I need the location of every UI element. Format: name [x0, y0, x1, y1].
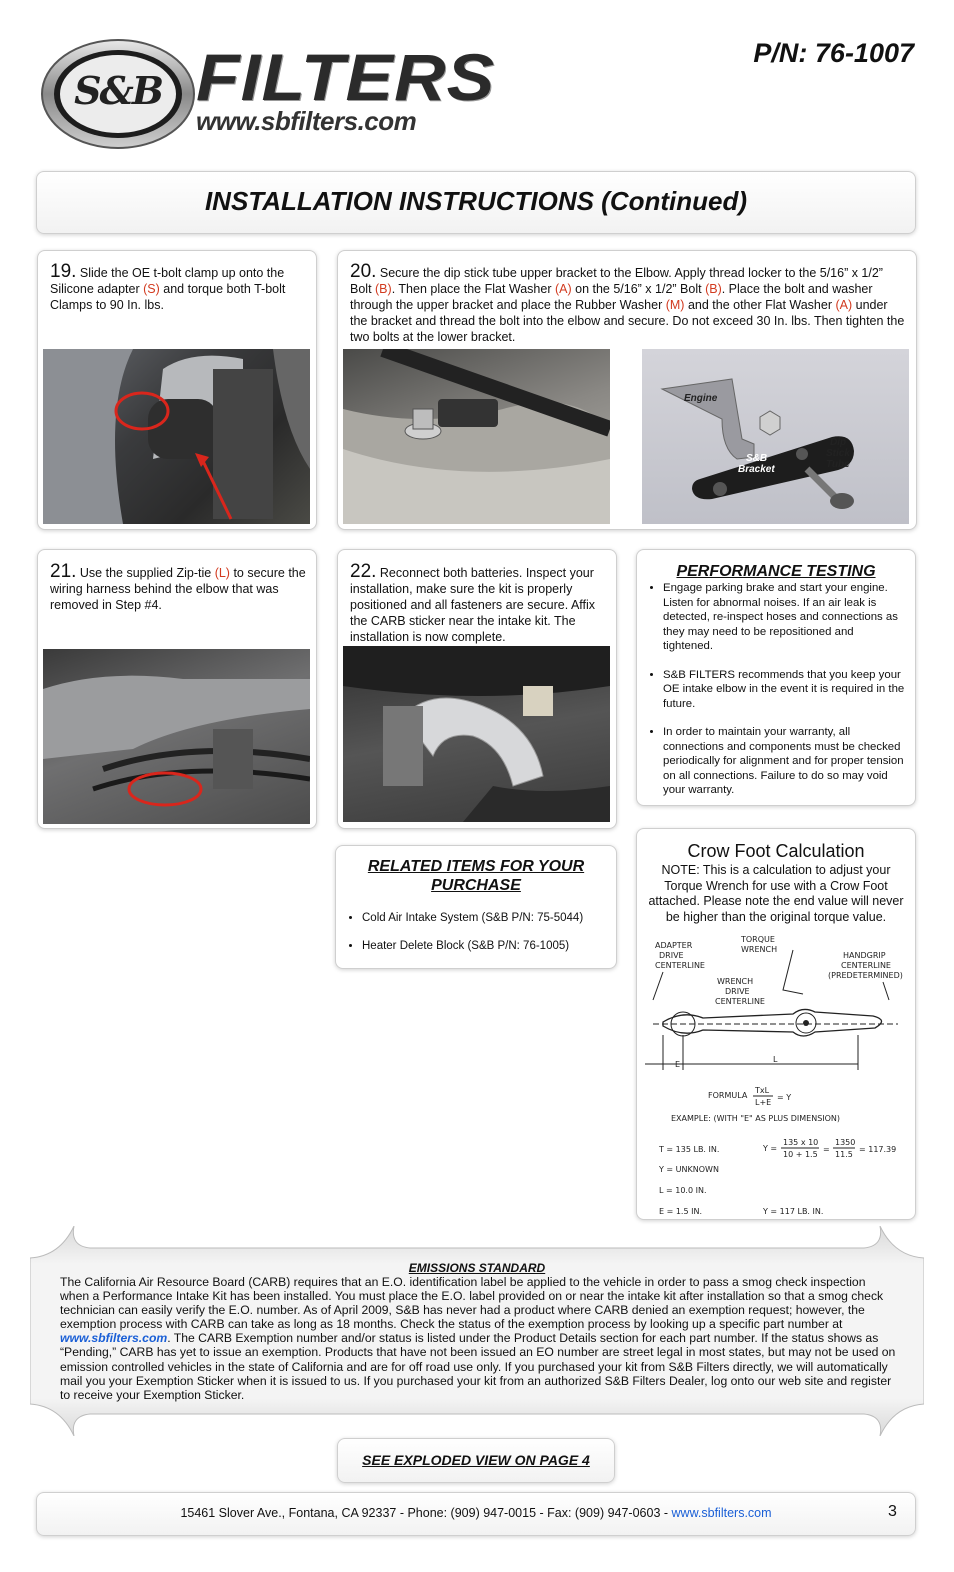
diagram-label: HANDGRIP	[843, 951, 886, 960]
part-ref-a: (A)	[835, 298, 853, 312]
step-20-text-part: . Place the bolt and washer through the upper bracket and place the Rubber Washer	[350, 282, 873, 312]
step-21-photo	[43, 649, 310, 824]
diagram-label: EXAMPLE: (WITH "E" AS PLUS DIMENSION)	[671, 1114, 841, 1123]
step-22-text	[350, 561, 608, 645]
diagram-label: WRENCH	[717, 977, 754, 986]
diagram-label: (PREDETERMINED)	[828, 971, 903, 980]
list-item: • Engage parking brake and start your engine. Listen for abnormal noises. If an air leak is detected, re-inspect hoses and connections as they may need to be repositioned and tightened.	[663, 581, 905, 654]
step-20-photo	[343, 349, 610, 524]
diagram-label: L = 10.0 IN.	[659, 1186, 707, 1195]
diagram-label: DRIVE	[659, 951, 684, 960]
step-21-text	[50, 561, 308, 613]
exploded-view-link[interactable]: SEE EXPLODED VIEW ON PAGE 4	[362, 1452, 590, 1468]
related-list	[348, 911, 608, 967]
diagram-label: TORQUE	[741, 935, 775, 944]
engine-photo-graphic	[43, 349, 310, 524]
diagram-label: Y = 117 LB. IN.	[763, 1207, 824, 1215]
complete-photo-graphic	[343, 646, 610, 822]
diagram-label: L	[773, 1055, 778, 1064]
step-20-text-part: Secure the dip stick tube upper bracket to the Elbow. Apply thread locker to the 5/16” x 1/2” Bolt	[350, 266, 883, 296]
page-title: INSTALLATION INSTRUCTIONS (Continued)	[204, 186, 748, 216]
diagram-label-dipstick: Stick	[826, 448, 850, 459]
diagram-label: TxL	[755, 1086, 770, 1095]
step-19-photo	[43, 349, 310, 524]
diagram-label-engine: Engine	[684, 393, 718, 404]
emissions-text: The California Air Resource Board (CARB) requires that an E.O. identification label be applied to the vehicle in order to pass a smog check inspection when a Performance Intake Kit has been installed. You must place the E.O. label provided on or near the intake kit after installation so that a smog check technician can easily verify the E.O. number. As of April 2009, S&B has never had a product where CARB denied an exemption request; however, the exemption process with CARB can take as long as 18 months. Check the status of the exemption process by looking up a specific part number at	[60, 1275, 884, 1332]
step-number: 22.	[350, 561, 377, 582]
part-ref-b: (B)	[705, 282, 722, 296]
diagram-label: 11.5	[835, 1150, 853, 1159]
diagram-label-dipstick: Tube	[826, 459, 850, 470]
step-number: 19.	[50, 261, 77, 282]
step-20-text-part: and the other Flat Washer	[684, 298, 836, 312]
diagram-label: FORMULA	[708, 1091, 748, 1100]
bracket-photo-graphic	[343, 349, 610, 524]
related-title	[335, 857, 617, 895]
diagram-label: = 117.39	[859, 1145, 897, 1154]
step-20-diagram	[642, 349, 909, 524]
diagram-label: 1350	[835, 1138, 856, 1147]
step-21-text-part: to secure the wiring harness behind the elbow that was removed in Step #4.	[50, 566, 306, 612]
diagram-label: E = 1.5 IN.	[659, 1207, 702, 1215]
step-number: 20.	[350, 261, 377, 282]
diagram-label: =	[823, 1145, 830, 1154]
part-ref-b: (B)	[375, 282, 392, 296]
emissions-body	[60, 1275, 896, 1402]
step-21-text-part: Use the supplied Zip-tie	[76, 566, 215, 580]
diagram-label: Y = UNKNOWN	[659, 1165, 719, 1174]
diagram-label: WRENCH	[741, 945, 778, 954]
page-number: 3	[888, 1503, 897, 1520]
crowfoot-diagram-graphic	[643, 930, 911, 1215]
part-number: P/N: 76-1007	[753, 38, 914, 68]
step-22-text-part: Reconnect both batteries. Inspect your installation, make sure the kit is properly positioned and all fasteners are secure. Affix the CARB sticker near the intake kit. The installation is now complete.	[350, 566, 596, 644]
website-link[interactable]: www.sbfilters.com	[60, 1331, 168, 1346]
related-title-line: RELATED ITEMS FOR YOUR	[367, 858, 585, 875]
diagram-label: DRIVE	[725, 987, 750, 996]
diagram-label-bracket: Bracket	[738, 464, 775, 475]
harness-photo-graphic	[43, 649, 310, 824]
crowfoot-title: Crow Foot Calculation	[687, 841, 865, 861]
crowfoot-note: NOTE: This is a calculation to adjust your Torque Wrench for use with a Crow Foot attached. Please note the end value will never be higher than the original torque value.	[648, 863, 904, 924]
diagram-label: CENTERLINE	[715, 997, 765, 1006]
related-title-line: PURCHASE	[431, 877, 521, 894]
step-22-photo	[343, 646, 610, 822]
step-20-text-part: . Then place the Flat Washer	[391, 282, 555, 296]
logo-wordmark: FILTERS	[196, 40, 496, 114]
list-item: • In order to maintain your warranty, all connections and components must be checked periodically for alignment and for proper tension on all connections. Failure to do so may void your warranty.	[663, 725, 905, 798]
diagram-label: = Y	[777, 1093, 792, 1102]
diagram-label: E	[675, 1060, 681, 1069]
bracket-diagram-graphic	[642, 349, 909, 524]
step-number: 21.	[50, 561, 77, 582]
diagram-label: CENTERLINE	[655, 961, 705, 970]
step-19-text	[50, 261, 308, 313]
logo-url: www.sbfilters.com	[196, 106, 417, 136]
crowfoot-diagram	[643, 930, 911, 1215]
part-ref-a: (A)	[554, 282, 572, 296]
step-19-text-part: Slide the OE t-bolt clamp up onto the Silicone adapter	[50, 266, 285, 296]
diagram-label: 135 x 10	[783, 1138, 819, 1147]
diagram-label-bracket: S&B	[746, 453, 768, 464]
emissions-text: . The CARB Exemption number and/or status is listed under the Product Details section for each part number. If the status shows as “Pending,” CARB has yet to issue an exemption. Products that have not been issued an EO number are street legal in most states, but may not be used on emission controlled vehicles in the state of California and are for off road use only. If you purchased your kit from S&B Filters directly, we will automatically mail you your Exemption Sticker when it is issued to us. If you purchased your kit from an authorized S&B Filters Dealer, log onto our web site and register to receive your Exemption Sticker.	[60, 1331, 896, 1402]
step-20-text	[350, 261, 906, 345]
diagram-label: 10 + 1.5	[783, 1150, 818, 1159]
part-ref-s: (S)	[143, 282, 160, 296]
step-20-text-part: on the 5/16” x 1/2” Bolt	[571, 282, 706, 296]
diagram-label: ADAPTER	[655, 941, 693, 950]
diagram-label: L+E	[755, 1098, 772, 1107]
step-19-text-part: and torque both T-bolt Clamps to 90 In. lbs.	[50, 282, 286, 312]
list-item: • Heater Delete Block (S&B P/N: 76-1005)	[362, 939, 608, 954]
diagram-label: T = 135 LB. IN.	[659, 1145, 720, 1154]
performance-list	[649, 581, 905, 812]
step-20-text-part: under the bracket and thread the bolt into the elbow and secure. Do not exceed 30 In. lbs. Then tighten the two bolts at the lower bracket.	[350, 298, 905, 344]
logo-initials: S&B	[74, 68, 162, 113]
footer-website-link[interactable]: www.sbfilters.com	[671, 1506, 772, 1520]
list-item: • Cold Air Intake System (S&B P/N: 75-5044)	[362, 911, 608, 926]
diagram-label-dipstick: Dip	[830, 437, 847, 448]
footer-address-text: 15461 Slover Ave., Fontana, CA 92337 - Phone: (909) 947-0015 - Fax: (909) 947-0603 -	[180, 1506, 672, 1520]
emissions-title: EMISSIONS STANDARD	[408, 1261, 546, 1275]
diagram-label: Y =	[763, 1144, 778, 1153]
diagram-label: CENTERLINE	[841, 961, 891, 970]
part-ref-m: (M)	[665, 298, 685, 312]
performance-title: PERFORMANCE TESTING	[676, 563, 876, 580]
list-item: • S&B FILTERS recommends that you keep your OE intake elbow in the event it is required in the future.	[663, 668, 905, 712]
part-ref-l: (L)	[214, 566, 230, 580]
footer-address	[36, 1506, 916, 1520]
